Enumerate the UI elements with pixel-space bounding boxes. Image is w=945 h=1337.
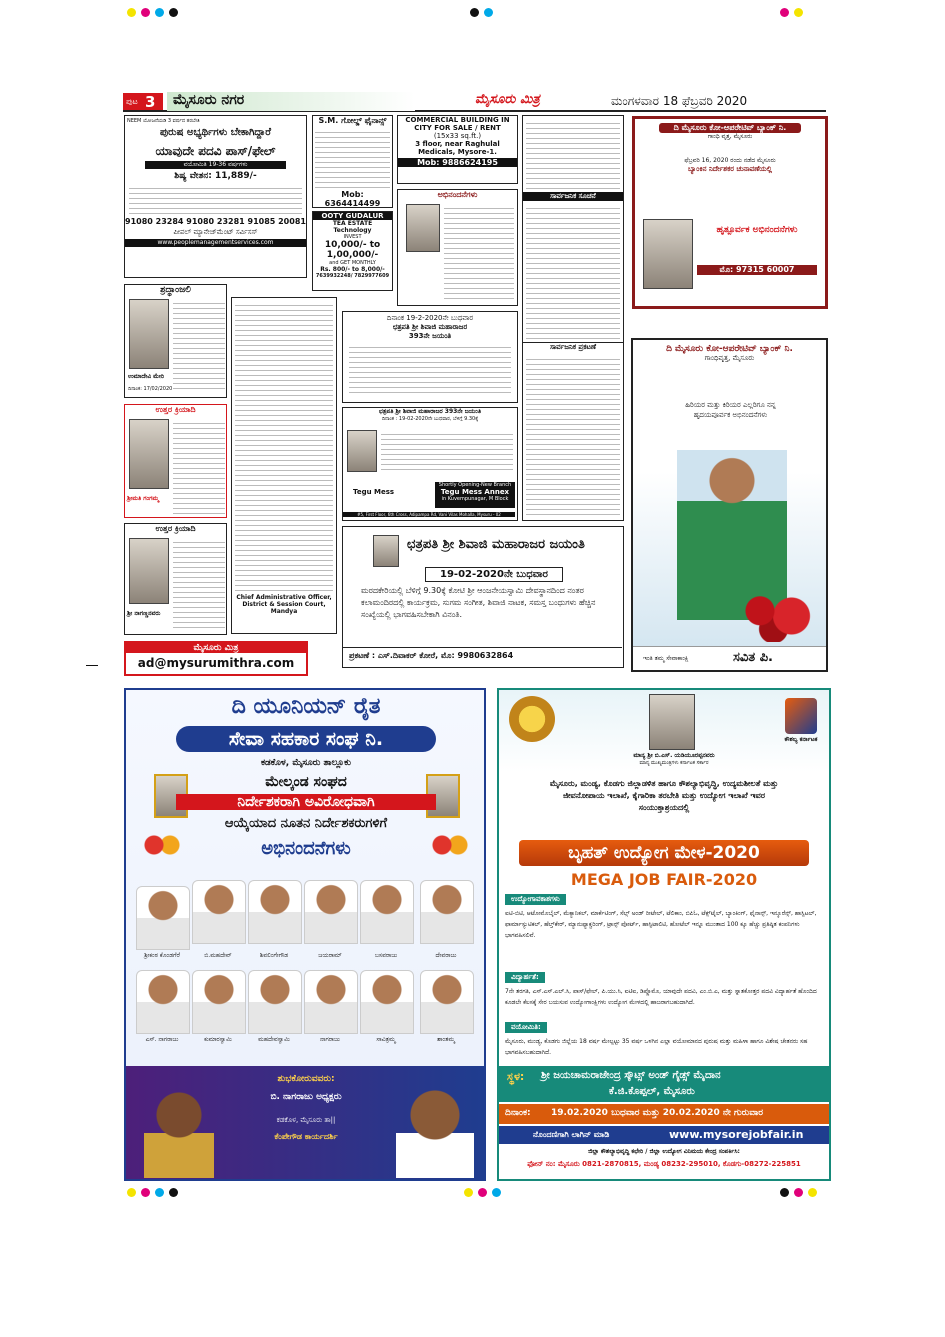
tegu-branch-box <box>435 482 515 508</box>
wisher2: ಕೆಂಪೇಗೌಡ ಕಾರ್ಯದರ್ಶಿ <box>274 1132 338 1141</box>
jobfair-title-kn: ಬೃಹತ್ ಉದ್ಯೋಗ ಮೇಳ-2020 <box>519 840 809 866</box>
tegu-title: ಛತ್ರಪತಿ ಶ್ರೀ ಶಿವಾಜಿ ಮಹಾರಾಜರ 393ನೇ ಜಯಂತಿ <box>379 408 481 415</box>
registration-dot <box>155 8 164 17</box>
jobfair-header-line1: ಮಾನ್ಯ ಶ್ರೀ ಬಿ.ಎಸ್. ಯಡಿಯೂರಪ್ಪನವರು <box>633 752 715 759</box>
union-sub: ಕಡಕೊಳ, ಮೈಸೂರು ತಾಲ್ಲೂಕು <box>260 758 351 768</box>
bank-big-footer-prefix: ಇಂತಿ ತಮ್ಮ ಸೇವಾಕಾಂಕ್ಷಿ <box>643 655 689 662</box>
union-title1: ದಿ ಯೂನಿಯನ್ ರೈತ <box>231 694 381 719</box>
jobfair-s3-body: ಮೈಸೂರು, ಮಂಡ್ಯ, ಕೊಡಗು ಜಿಲ್ಲೆಯ 18 ವರ್ಷ ಮೇಲ್ಪಟ್ಟು 35 ವರ್ಷ ಒಳಗಿನ ಎಲ್ಲಾ ವಯೋಮಾನದ ಪುರುಷ ಮತ್ತು ಮಹಿಳಾ ಹಾಗೂ ವಿಶೇಷ ಚೇತನರು ಸಹ ಭಾಗವಹಿಸಬಹುದಾಗಿದೆ. <box>505 1038 808 1056</box>
page-label: ಪುಟ <box>126 97 138 106</box>
director-photo <box>420 970 474 1034</box>
registration-dot <box>492 1188 501 1197</box>
kaushalya-logo-text: ಕೌಶಲ್ಯ ಕರ್ನಾಟಕ <box>784 736 818 743</box>
jobfair-website[interactable]: www.mysorejobfair.in <box>669 1128 804 1141</box>
mitra-strip-email: ad@mysurumithra.com <box>137 656 295 670</box>
union-line3: ಆಯ್ಕೆಯಾದ ನೂತನ ನಿರ್ದೇಶಕರುಗಳಿಗೆ <box>224 816 388 831</box>
registration-dot <box>169 8 178 17</box>
bank-big-ad <box>631 338 828 672</box>
notice-body-1 <box>526 119 620 189</box>
bank-big-footer <box>633 646 826 672</box>
flower-decoration-left <box>142 830 182 860</box>
building-mob: Mob: 9886624195 <box>398 158 517 167</box>
job-fair-ad <box>497 688 831 1181</box>
bank-big-footer-name: ಸವಿತ ಪಿ. <box>733 650 773 665</box>
bank-big-title: ದಿ ಮೈಸೂರು ಕೋ-ಆಪರೇಟಿವ್ ಬ್ಯಾಂಕ್ ನಿ. <box>666 344 793 354</box>
jobs-web: www.peoplemanagementservices.com <box>125 239 306 247</box>
jobfair-register-box <box>499 1126 829 1144</box>
sm-body <box>315 128 390 188</box>
portrait-photo <box>129 538 169 604</box>
director-name: ಬಸವರಾಜು <box>374 952 398 959</box>
jobfair-venue2: ಕೆ.ಜಿ.ಕೊಪ್ಪಲ್, ಮೈಸೂರು <box>609 1086 695 1097</box>
bank-top-ad <box>632 116 828 309</box>
jobs-line2: ಯಾವುದೇ ಪದವಿ ಪಾಸ್/ಫೇಲ್ <box>155 144 276 158</box>
tegu-date: ದಿನಾಂಕ : 19-02-2020ನೇ ಬುಧವಾರ, ಬೆಳಿಗ್ಗೆ 9.30ಕ್ಕೆ <box>381 416 479 422</box>
jobfair-venue: ಶ್ರೀ ಜಯಚಾಮರಾಜೇಂದ್ರ ಸ್ಕೌಟ್ಸ್ ಅಂಡ್ ಗೈಡ್ಸ್ ಮೈದಾನ <box>541 1070 721 1081</box>
director-name: ದೇವರಾಜು <box>435 952 457 959</box>
flower-decoration-right <box>430 830 470 860</box>
bank-big-sub: ಗಾಂಧಿವೃತ್ತ, ಮೈಸೂರು <box>704 354 755 362</box>
director-photo <box>192 880 246 944</box>
registration-dot <box>141 1188 150 1197</box>
sm-title: S.M. ಗೋಲ್ಡ್ ಫೈನಾನ್ಸ್ <box>318 116 387 125</box>
tegu-address: #5, First Floor, 6th Cross, Adipampa Rd, Vani Vilas Mohalla, Mysuru - 02 <box>343 512 515 517</box>
director-photo <box>304 880 358 944</box>
karnataka-emblem-icon <box>509 696 555 742</box>
uttara1-body <box>173 419 225 515</box>
jobfair-header-line2: ಮಾನ್ಯ ಮುಖ್ಯಮಂತ್ರಿಗಳು ಕರ್ನಾಟಕ ಸರ್ಕಾರ <box>639 760 709 766</box>
jobs-ad-top: NEEM ಯೋಜನೆಯಡಿ 3 ವರ್ಷದ ತರಬೇತಿ <box>125 116 306 127</box>
jobs-line4: ಶಿಷ್ಯ ವೇತನ: 11,889/- <box>174 171 257 181</box>
director-photo <box>192 970 246 1034</box>
sm-gold-ad <box>312 115 393 208</box>
ooty-line1: TEA ESTATE Technology <box>332 220 373 234</box>
notice-title-1: ಸಾರ್ವಜನಿಕ ಸೂಚನೆ <box>523 192 623 201</box>
registration-marks-top <box>0 0 945 20</box>
director-name: ಶಾಂತಮ್ಮ <box>437 1036 455 1043</box>
shivaji-top-sub: 393ನೇ ಜಯಂತಿ <box>408 332 452 340</box>
shivaji-bottom-footer: ಪ್ರಕಟಣೆ : ಎಸ್.ದಿವಾಕರ್ ಕೋರೆ, ಮೊ: 9980632864 <box>343 647 622 664</box>
uttara1-title: ಉತ್ತರ ಕ್ರಿಯಾದಿ <box>155 405 196 414</box>
crop-mark <box>86 665 98 666</box>
building-size: (15x33 sq.ft.) <box>433 132 482 140</box>
jobfair-footer2: ಫೋನ್ ನಂ: ಮೈಸೂರು 0821-2870815, ಮಂಡ್ಯ 08232-295010, ಕೊಡಗು-08272-225851 <box>527 1160 801 1168</box>
wishers-label: ಶುಭಕೋರುವವರು: <box>277 1074 335 1084</box>
registration-marks-bottom <box>0 1186 945 1202</box>
cm-photo <box>649 694 695 750</box>
uttara2-name: ಶ್ರೀ ನಾಗಣ್ಣನವರು <box>127 610 161 617</box>
shivaji-top-ad <box>342 311 518 403</box>
tegu-branch-loc: in Kuvempunagar, M Block <box>441 496 509 502</box>
ooty-line3: and GET MONTHLY <box>329 260 376 266</box>
tegu-branch: Tegu Mess Annex <box>440 488 510 496</box>
child-congrats-title: ಅಭಿನಂದನೆಗಳು <box>437 190 478 199</box>
notices-column <box>522 115 624 521</box>
jobfair-header <box>499 690 829 772</box>
portrait-photo <box>129 299 169 369</box>
building-title: COMMERCIAL BUILDING IN CITY FOR SALE / RENT <box>405 116 510 132</box>
court-notice-body <box>235 301 333 591</box>
jobfair-venue-label: ಸ್ಥಳ: <box>507 1070 525 1083</box>
bank-top-phone: ಮೊ: 97315 60007 <box>697 265 817 275</box>
registration-dot <box>484 8 493 17</box>
ooty-line2: INVEST <box>343 234 362 240</box>
director-name: ಶ್ರೀಕಂಠ ಕೊಂಡಗೆರೆ <box>144 952 180 959</box>
union-line2: ನಿರ್ದೇಶಕರಾಗಿ ಅವಿರೋಧವಾಗಿ <box>176 794 436 810</box>
jobs-line1: ಪುರುಷ ಅಭ್ಯರ್ಥಿಗಳು ಬೇಕಾಗಿದ್ದಾರೆ <box>159 127 272 138</box>
child-photo <box>406 204 440 252</box>
jobfair-venue-box <box>499 1066 829 1102</box>
jobfair-s3-title: ವಯೋಮಿತಿ: <box>505 1022 547 1033</box>
jobs-company: ಪೀಪಲ್ ಮ್ಯಾನೇಜ್‌ಮೆಂಟ್ ಸರ್ವಿಸಸ್ <box>173 228 258 236</box>
jobfair-dates: 19.02.2020 ಬುಧವಾರ ಮತ್ತು 20.02.2020 ನೇ ಗುರುವಾರ <box>551 1108 764 1118</box>
director-photo <box>136 970 190 1034</box>
bank-top-title: ದಿ ಮೈಸೂರು ಕೋ-ಆಪರೇಟಿವ್ ಬ್ಯಾಂಕ್ ನಿ. <box>659 123 801 133</box>
bank-top-sub: ಗಾಂಧಿ ವೃತ್ತ, ಮೈಸೂರು <box>707 133 753 140</box>
section-title: ಮೈಸೂರು ನಗರ <box>167 92 415 111</box>
director-photo <box>136 886 190 950</box>
shraddhanjali-name: ಉಮಾದೇವಿ ಮೇರಿ <box>128 373 165 380</box>
director-name: ಮಹದೇವಸ್ವಾಮಿ <box>258 1036 290 1043</box>
director-name: ನಾಗರಾಜು <box>320 1036 340 1043</box>
header-bar <box>123 92 826 112</box>
jobfair-s2-body: 7ನೇ ತರಗತಿ, ಎಸ್.ಎಸ್.ಎಲ್.ಸಿ, ಪಾಸ್/ಫೇಲ್, ಪಿ.ಯು.ಸಿ, ಐಟಿಐ, ಡಿಪ್ಲೊಮೊ, ಯಾವುದೇ ಪದವಿ, ಎಂ.ಬಿ.ಎ, ಮತ್ತು ಸ್ನಾತಕೋತ್ತರ ಪದವಿ ವಿದ್ಯಾರ್ಹತೆ ಹೊಂದಿದ ಕೂಡಲೇ ಕೆಲಸಕ್ಕೆ ಸೇರ ಬಯಸುವ ಉದ್ಯೋಗಾಂಕ್ಷಿಗಳು ಉದ್ಯೋಗ ಮೇಳದಲ್ಲಿ ಹಾಜರಾಗಬಹುದಾಗಿದೆ. <box>505 988 817 1006</box>
director-name: ಶಿವಲಿಂಗೇಗೌಡ <box>259 952 289 959</box>
uttara1-name: ಶ್ರೀಮತಿ ಗಂಗಮ್ಮ <box>127 495 159 502</box>
shivaji-top-date: ದಿನಾಂಕ 19-2-2020ನೇ ಬುಧವಾರ <box>386 314 474 322</box>
wisher-photo-right <box>396 1088 474 1178</box>
tegu-branch-label: Shortly Opening-New Branch <box>438 482 512 488</box>
uttara2-body <box>173 538 225 632</box>
registration-dot <box>169 1188 178 1197</box>
shraddhanjali-body <box>173 299 225 389</box>
shivaji-portrait <box>347 430 377 472</box>
tegu-mess-ad <box>342 407 518 521</box>
registration-dot <box>780 8 789 17</box>
building-loc: 3 floor, near Raghulal Medicals, Mysore-1. <box>415 140 500 156</box>
uttara-ad-1 <box>124 404 227 518</box>
shivaji-top-body <box>349 343 511 393</box>
tegu-brand: Tegu Mess <box>353 488 395 496</box>
shraddhanjali-date: ದಿನಾಂಕ: 17/02/2020 <box>128 386 173 392</box>
ooty-amount3: Rs. 800/- to 8,000/- <box>320 266 385 273</box>
jobfair-s1-title: ಉದ್ಯೋಗಾವಕಾಶಗಳು <box>505 894 566 905</box>
registration-dot <box>794 8 803 17</box>
child-congrats-ad <box>397 189 518 306</box>
jobs-line3: ವಯೋಮಿತಿ 19-36 ವರ್ಷಗಳು <box>145 161 286 169</box>
director-photo <box>304 970 358 1034</box>
registration-dot <box>794 1188 803 1197</box>
bank-top-congrats: ಹೃತ್ಪೂರ್ವಕ ಅಭಿನಂದನೆಗಳು <box>716 225 798 235</box>
director-photo <box>248 880 302 944</box>
jobs-body-text <box>129 184 302 214</box>
shivaji-top-title: ಛತ್ರಪತಿ ಶ್ರೀ ಶಿವಾಜಿ ಮಹಾರಾಜರ <box>392 323 468 331</box>
shraddhanjali-title: ಶ್ರದ್ಧಾಂಜಲಿ <box>160 285 191 295</box>
mitra-strip-title: ಮೈಸೂರು ಮಿತ್ರ <box>126 643 306 653</box>
shivaji-bottom-title: ಛತ್ರಪತಿ ಶ್ರೀ ಶಿವಾಜಿ ಮಹಾರಾಜರ ಜಯಂತಿ <box>407 537 585 552</box>
shivaji-bottom-date: 19-02-2020ನೇ ಬುಧವಾರ <box>425 567 563 582</box>
jobfair-title-en: MEGA JOB FAIR-2020 <box>570 870 758 889</box>
union-title2: ಸೇವಾ ಸಹಕಾರ ಸಂಘ ನಿ. <box>176 726 436 752</box>
director-name: ಜಯರಾಮ್ <box>318 952 342 959</box>
notice-body-2 <box>526 204 620 339</box>
registration-dot <box>478 1188 487 1197</box>
union-line1: ಮೇಲ್ಕಂಡ ಸಂಘದ <box>265 774 347 790</box>
shivaji-bottom-body: ಮರದಕೇರಿಯಲ್ಲಿ ಬೆಳಿಗ್ಗೆ 9.30ಕ್ಕೆ ಕೋಟಿ ಶ್ರೀ ಆಂಜನೇಯಸ್ವಾಮಿ ದೇವಸ್ಥಾನದಿಂದ ನಂತರ ಕಲಾಮಂದಿರದಲ್ಲಿ ಕಾರ್ಯಕ್ರಮ, ಸುಗಮ ಸಂಗೀತ, ಶಿವಾಜಿ ನಾಟಕ, ಸಮಸ್ತ ಬಂಧುಗಳು ಹೆಚ್ಚಿನ ಸಂಖ್ಯೆಯಲ್ಲಿ ಭಾಗವಹಿಸಬೇಕಾಗಿ ವಿನಂತಿ. <box>361 586 596 619</box>
portrait-photo <box>129 419 169 489</box>
bank-top-date: ಫೆಬ್ರವರಿ 16, 2020 ರಂದು ನಡೆದ ಮೈಸೂರು <box>684 157 776 164</box>
ooty-amount1: 10,000/- to <box>324 240 381 250</box>
registration-dot <box>141 8 150 17</box>
jobs-ad <box>124 115 307 278</box>
registration-dot <box>127 1188 136 1197</box>
jobfair-date-box <box>499 1104 829 1124</box>
uttara2-title: ಉತ್ತರ ಕ್ರಿಯಾದಿ <box>155 524 196 533</box>
union-ad <box>124 688 486 1181</box>
union-line4: ಅಭಿನಂದನೆಗಳು <box>261 838 351 859</box>
flower-bouquet <box>733 590 823 642</box>
jobfair-register: ನೊಂದಣಿಗಾಗಿ ಲಾಗಿನ್ ಮಾಡಿ <box>533 1130 610 1139</box>
building-ad <box>397 115 518 184</box>
candidate-photo <box>643 219 693 289</box>
tegu-body <box>381 430 513 474</box>
wisher-name: ಬಿ. ನಾಗರಾಜು ಅಧ್ಯಕ್ಷರು <box>270 1092 342 1102</box>
registration-dot <box>470 8 479 17</box>
bank-top-line1: ಬ್ಯಾಂಕಿನ ನಿರ್ದೇಶಕರ ಚುನಾವಣೆಯಲ್ಲಿ <box>688 165 772 173</box>
ooty-amount2: 1,00,000/- <box>326 250 379 260</box>
page-number-badge <box>123 93 163 110</box>
director-photo <box>360 970 414 1034</box>
uttara-ad-2 <box>124 523 227 635</box>
court-notice-title: Chief Administrative Officer, District & Session Court, Mandya <box>236 594 332 615</box>
child-congrats-body <box>444 204 514 300</box>
jobfair-date-label: ದಿನಾಂಕ: <box>505 1108 531 1118</box>
wishers-panel <box>126 1066 484 1179</box>
jobfair-intro: ಮೈಸೂರು, ಮಂಡ್ಯ, ಕೊಡಗು ಜಿಲ್ಲಾಡಳಿತ ಹಾಗೂ ಕೌಶಲ್ಯಾಭಿವೃದ್ಧಿ, ಉದ್ಯಮಶೀಲತೆ ಮತ್ತು ಜೀವನೋಪಾಯ ಇಲಾಖೆ, ಕೈಗಾರಿಕಾ ತರಬೇತಿ ಮತ್ತು ಉದ್ಯೋಗ ಇಲಾಖೆ ಇವರ ಸಂಯುಕ್ತಾಶ್ರಯದಲ್ಲಿ <box>549 779 779 812</box>
jobfair-footer1: ಜಿಲ್ಲಾ ಕೌಶಲ್ಯಾಭಿವೃದ್ಧಿ ಕಛೇರಿ / ಜಿಲ್ಲಾ ಉದ್ಯೋಗ ವಿನಿಮಯ ಕೇಂದ್ರ ಸಂಪರ್ಕಿಸಿ: <box>588 1148 740 1155</box>
jobfair-s2-title: ವಿದ್ಯಾರ್ಹತೆ: <box>505 972 545 983</box>
director-name: ಬಿ.ಮಹದೇವ್ <box>204 952 232 959</box>
director-name: ಕುಮಾರಸ್ವಾಮಿ <box>204 1036 232 1043</box>
jobs-phones: 91080 23284 91080 23281 91085 20081 <box>125 217 306 226</box>
registration-dot <box>780 1188 789 1197</box>
registration-dot <box>127 8 136 17</box>
bank-big-body: ಹಿರಿಯರ ಮತ್ತು ಕಿರಿಯರ ಎಲ್ಲರಿಗೂ ನನ್ನ ಹೃದಯಪೂರ್ವಕ ಅಭಿನಂದನೆಗಳು <box>685 401 776 419</box>
registration-dot <box>808 1188 817 1197</box>
shraddhanjali-ad <box>124 284 227 398</box>
wisher-photo-left <box>144 1088 214 1178</box>
kaushalya-logo-icon <box>785 698 817 734</box>
court-notice <box>231 297 337 634</box>
director-name: ಸಾವಿತ್ರಮ್ಮ <box>376 1036 396 1043</box>
director-photo <box>248 970 302 1034</box>
registration-dot <box>464 1188 473 1197</box>
notice-title-2: ಸಾರ್ವಜನಿಕ ಪ್ರಕಟಣೆ <box>523 342 623 352</box>
ooty-ad <box>312 211 393 291</box>
jobfair-s1-body: ಐಟಿ-ಬಿಟಿ, ಆಟೋಮೊಬೈಲ್, ಮೆಕ್ಯಾನಿಕಲ್, ಮಾರ್ಕೆಟಿಂಗ್, ಸೆಲ್ಸ್ ಅಂಡ್ ರೀಟೇಲ್, ಟೆಲಿಕಾಂ, ಬಿಪಿಓ, ಟೆಕ್ಸ್‌ಟೈಲ್, ಬ್ಯಾಂಕಿಂಗ್, ಫೈನಾನ್ಸ್, ಇನ್ಶೂರೆನ್ಸ್, ಹಾಸ್ಪಿಟಲ್, ಫಾರ್ಮಾಸ್ಯುಟಿಕಲ್, ಹೆಲ್ತ್‌ಕೇರ್, ಮ್ಯಾನುಫ್ಯಾಕ್ಚರಿಂಗ್, ಟ್ರಾನ್ಸ್ ಪೋರ್ಟ್, ಹಾಸ್ಪಿಟಾಲಿಟಿ, ಹೋಟೆಲ್ ಇನ್ನೂ ಮುಂತಾದ 100 ಕ್ಕೂ ಹೆಚ್ಚು ಪ್ರತಿಷ್ಠಿತ ಕಂಪನಿಗಳು ಭಾಗವಹಿಸಲಿವೆ. <box>505 910 817 939</box>
ooty-phones: 7639932248/ 7829977609 <box>315 273 390 279</box>
mitra-strip <box>124 641 308 676</box>
registration-dot <box>155 1188 164 1197</box>
wisher-place: ಕಡಕೊಳ, ಮೈಸೂರು ತಾ|| <box>276 1116 336 1124</box>
notice-body-3 <box>526 355 620 515</box>
sm-mob: Mob: 6364414499 <box>324 190 381 208</box>
director-photo <box>420 880 474 944</box>
director-name: ಎಸ್. ನಾಗರಾಜು <box>145 1036 179 1043</box>
shivaji-bottom-ad <box>342 526 624 668</box>
shivaji-portrait <box>373 535 399 567</box>
masthead-logo: ಮೈಸೂರು ಮಿತ್ರ <box>475 92 540 107</box>
director-photo <box>360 880 414 944</box>
date-line: ಮಂಗಳವಾರ 18 ಫೆಬ್ರವರಿ 2020 <box>611 94 748 108</box>
ooty-title: OOTY GUDALUR <box>313 212 392 220</box>
page-number: 3 <box>145 93 156 111</box>
